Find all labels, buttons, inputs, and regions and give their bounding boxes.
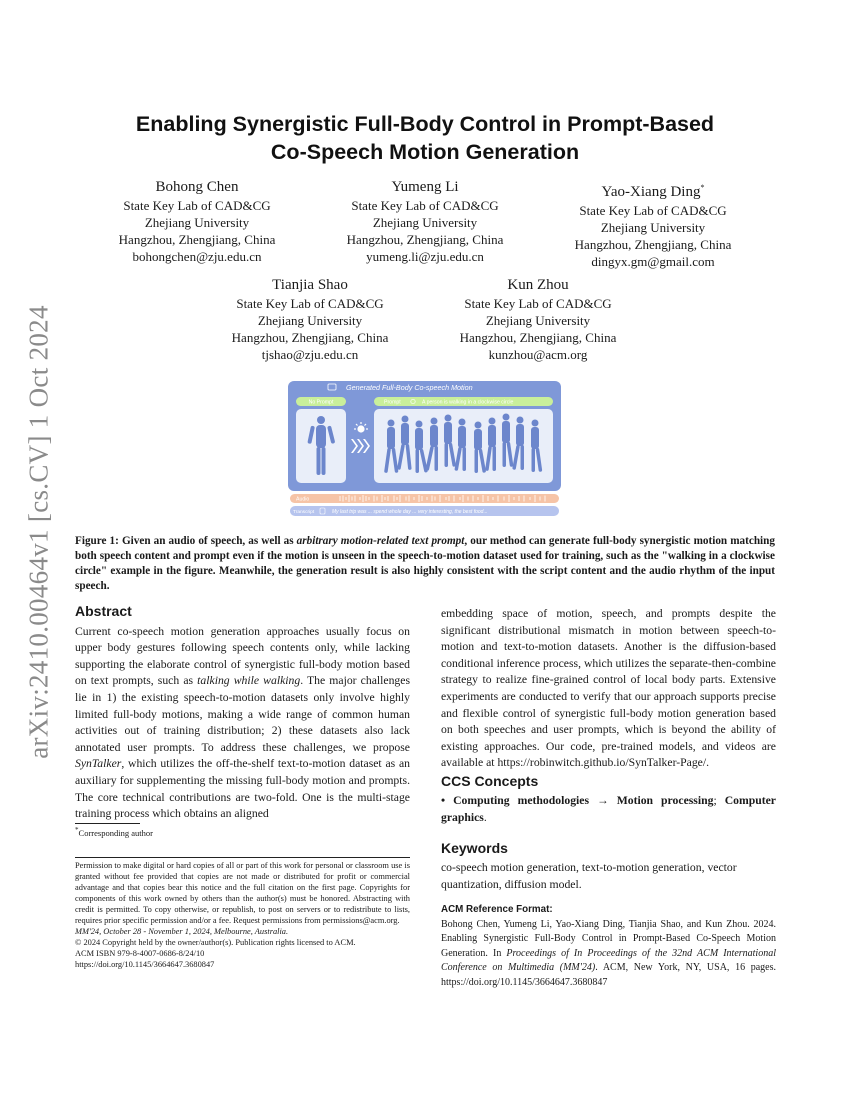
prompt-label: Prompt [384,399,401,406]
reference-body [441,918,776,991]
author-block [180,276,440,363]
title-line-2: Co-Speech Motion Generation [270,140,580,164]
author-university: Zhejiang University [485,313,591,328]
author-name: Tianjia Shao [272,277,348,293]
permission-isbn: ACM ISBN 979-8-4007-0686-8/24/10 [75,949,205,958]
abstract-heading: Abstract [75,603,132,619]
permission-text: Permission to make digital or hard copies of all or part of this work for personal or classroom use is granted without fee provided that copies are not made or distributed for profit or commercial advantage and that copies bear this notice and the full citation on the first page. Copyrights for components of this work owned by others than the author(s) must be honored. Abstracting with credit is permitted. To copy otherwise, or republish, to post on servers or to redistribute to lists, requires prior specific permission and/or a fee. Request permissions from permissions@acm.org. [75,861,410,925]
caption-prefix: Figure 1: Given an audio of speech, as well as [75,535,297,547]
author-affiliation: State Key Lab of CAD&CG [351,198,499,213]
permission-copyright: © 2024 Copyright held by the owner/author(s). Publication rights licensed to ACM. [75,938,356,947]
keywords-text: co-speech motion generation, text-to-motion generation, vector quantization, diffusion model. [441,861,737,891]
author-university: Zhejiang University [600,220,706,235]
acm-reference [441,903,776,991]
prompt-text: A person is walking in a clockwise circle [422,399,514,406]
abstract-text-right: embedding space of motion, speech, and prompts despite the significant distributional mismatch in motion between speech-to-motion and text-to-motion datasets. Another is the diffusion-based conditional inference process, which utilizes the separate-then-combine strategy to realize fine-grained control of local body parts. Extensive experiments are conducted to verify that our approach supports precise and flexible control of synergistic full-body motion generation based on both speeches and user prompts, which is beyond the ability of existing approaches. Our code, pre-trained models, and videos are available at https://robinwitch.github.io/SynTalker-Page/. [441,607,776,770]
figure-caption [75,534,775,594]
ccs-heading: CCS Concepts [441,773,539,789]
arxiv-stamp [14,292,64,772]
no-prompt-label: No Prompt [308,399,334,406]
abstract-continuation [441,606,776,772]
author-name-row [523,178,783,202]
permission-block [75,860,410,970]
transcript-label: Transcript [293,510,315,515]
author-email[interactable]: tjshao@zju.edu.cn [261,347,359,362]
author-email[interactable]: bohongchen@zju.edu.cn [132,249,262,264]
author-affiliation: State Key Lab of CAD&CG [236,296,384,311]
author-block [295,178,555,265]
author-city: Hangzhou, Zhengjiang, China [231,330,389,345]
permission-rule [75,857,410,858]
ccs-concepts [441,793,776,826]
footnote-text: Corresponding author [78,827,153,838]
abstract-text-c: , which utilizes the off-the-shelf text-to-motion dataset as an auxiliary for supplementing the missing full-body motion and prompts. The core technical contributions are two-fold. One is the multi-stage training process which obtains an aligned [75,757,410,821]
author-city: Hangzhou, Zhengjiang, China [574,237,732,252]
abstract-emph-2: SynTalker [75,757,122,771]
transcript-text: My last trip was ... spend whole day ... very interesting, the best food... [332,509,488,515]
reference-text-a: Bohong Chen, Yumeng Li, Yao-Xiang Ding, Tianjia Shao, and Kun Zhou. 2024. Enabling Synergistic Full-Body Control in Prompt-Based Co-Speech Motion Generation. In [441,918,776,959]
author-name: Yumeng Li [391,179,459,195]
author-block [67,178,327,265]
author-university: Zhejiang University [257,313,363,328]
abstract-text-b: . The major challenges lie in 1) the existing speech-to-motion datasets only involve highly limited full-body motions, making a wide range of common human activities out of training distribution; 2) these datasets also lack annotated user prompts. To address these challenges, we propose [75,674,410,754]
ccs-item-2: Motion processing [616,794,714,807]
abstract-emph-1: talking while walking [197,674,301,688]
footnote-rule [75,823,140,824]
author-name: Bohong Chen [155,179,239,195]
author-email[interactable]: dingyx.gm@gmail.com [591,254,715,269]
ccs-arrow: → [597,794,609,807]
footnote [75,826,153,838]
abstract-section [75,603,410,823]
reference-venue: Proceedings of In Proceedings of the 32nd ACM International Conference on Multimedia (MM'24) [441,947,776,974]
audio-label: Audio [296,496,310,503]
author-email[interactable]: kunzhou@acm.org [488,347,588,362]
ccs-separator: ; [713,794,717,807]
ccs-item-1: Computing methodologies [453,794,590,807]
author-email[interactable]: yumeng.li@zju.edu.cn [366,249,484,264]
author-university: Zhejiang University [372,215,478,230]
author-city: Hangzhou, Zhengjiang, China [459,330,617,345]
abstract-text-left [75,624,410,823]
permission-venue: MM'24, October 28 - November 1, 2024, Melbourne, Australia. [75,927,289,936]
footnote-mark: * [75,826,79,834]
paper-title [75,110,775,166]
abstract-text-a: Current co-speech motion generation approaches usually focus on upper body gestures following speech contents only, while lacking supporting the elaborate control of synergistic full-body motion based on text prompts, such as [75,624,410,688]
author-name: Kun Zhou [507,277,569,293]
author-block [408,276,668,363]
reference-heading: ACM Reference Format: [441,904,553,915]
author-block [523,178,783,270]
author-city: Hangzhou, Zhengjiang, China [118,232,276,247]
keywords-heading: Keywords [441,840,508,856]
caption-rest: , our method can generate full-body synergistic motion matching both speech content and prompt even if the motion is unseen in the speech-to-motion dataset used for training, such as the "walking in a clockwise circle" example in the figure. Meanwhile, the generation result is also highly consistent with the script content and the audio rhythm of the input speech. [75,535,775,592]
figure-header: Generated Full-Body Co-speech Motion [346,383,473,392]
caption-emphasis: arbitrary motion-related text prompt [296,535,465,547]
author-university: Zhejiang University [144,215,250,230]
permission-doi[interactable]: https://doi.org/10.1145/3664647.3680847 [75,960,215,969]
ccs-bullet: • [441,794,446,807]
author-city: Hangzhou, Zhengjiang, China [346,232,504,247]
author-affiliation: State Key Lab of CAD&CG [579,203,727,218]
ccs-item-3: Computer graphics [441,794,776,824]
teaser-figure [288,381,561,518]
arxiv-stamp-text: arXiv:2410.00464v1 [cs.CV] 1 Oct 2024 [23,305,54,759]
author-name: Yao-Xiang Ding [601,184,701,200]
reference-text-b: . ACM, New York, NY, USA, 16 pages. https://doi.org/10.1145/3664647.3680847 [441,962,776,988]
author-affiliation: State Key Lab of CAD&CG [123,198,271,213]
title-line-1: Enabling Synergistic Full-Body Control in Prompt-Based [135,112,715,136]
author-affiliation: State Key Lab of CAD&CG [464,296,612,311]
ccs-end: . [483,810,487,824]
corresponding-mark: * [700,183,705,192]
